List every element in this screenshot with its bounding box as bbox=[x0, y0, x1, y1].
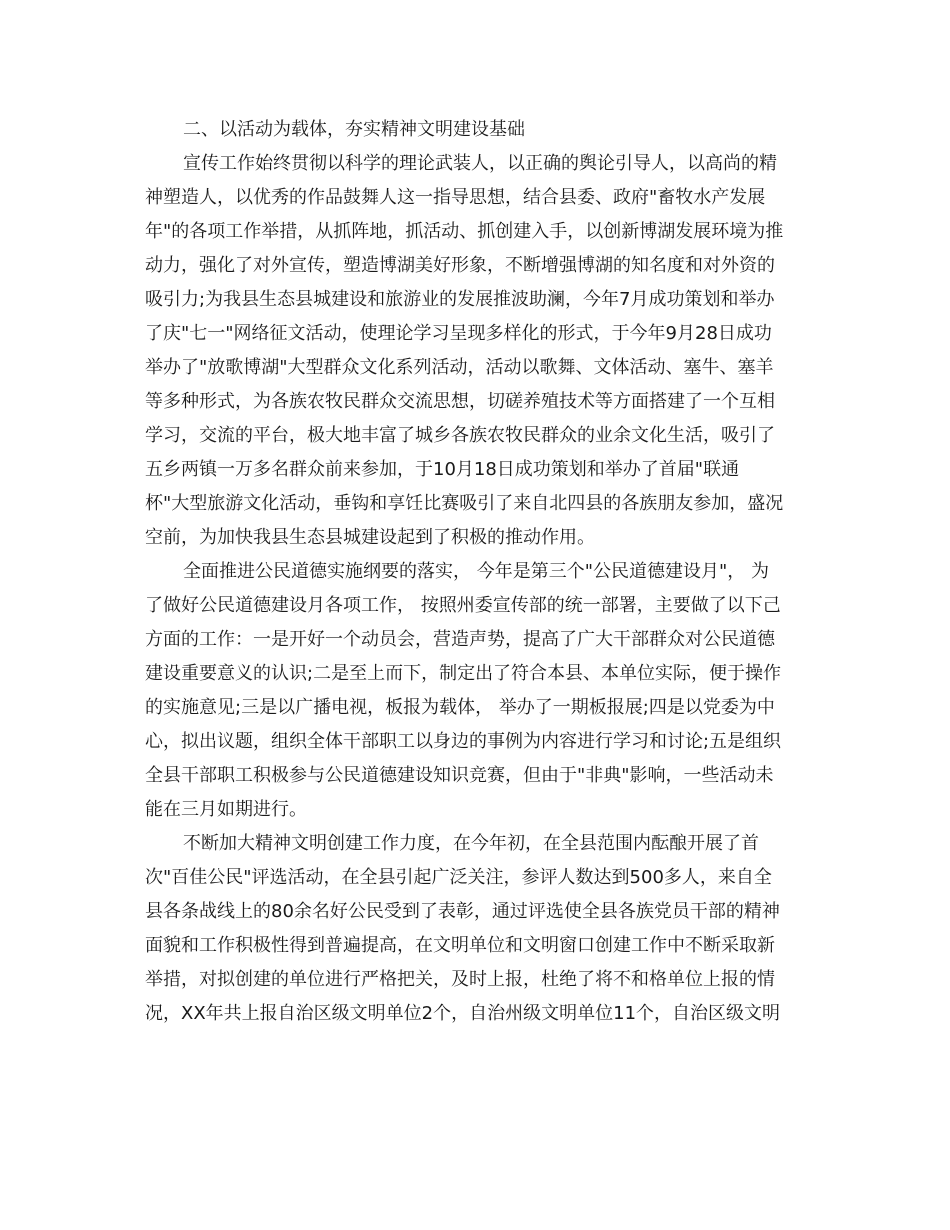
text-line: 心，拟出议题，组织全体干部职工以身边的事例为内容进行学习和讨论;五是组织 bbox=[145, 731, 782, 752]
text-line: 吸引力;为我县生态县城建设和旅游业的发展推波助澜，今年7月成功策划和举办 bbox=[145, 289, 775, 310]
text-line: 况，XX年共上报自治区级文明单位2个，自治州级文明单位11个，自治区级文明 bbox=[145, 1003, 781, 1024]
section-heading: 二、以活动为载体，夯实精神文明建设基础 bbox=[183, 119, 525, 140]
text-line: 全县干部职工积极参与公民道德建设知识竞赛，但由于"非典"影响，一些活动未 bbox=[145, 765, 774, 786]
text-line: 了庆"七一"网络征文活动，使理论学习呈现多样化的形式，于今年9月28日成功 bbox=[145, 323, 772, 344]
text-line: 全面推进公民道德实施纲要的落实， 今年是第三个"公民道德建设月"， 为 bbox=[183, 561, 769, 582]
text-line: 神塑造人，以优秀的作品鼓舞人这一指导思想，结合县委、政府"畜牧水产发展 bbox=[145, 187, 766, 208]
text-line: 五乡两镇一万多名群众前来参加，于10月18日成功策划和举办了首届"联通 bbox=[145, 459, 740, 480]
text-line: 次"百佳公民"评选活动，在全县引起广泛关注，参评人数达到500多人，来自全 bbox=[145, 867, 772, 888]
text-line: 举办了"放歌博湖"大型群众文化系列活动，活动以歌舞、文体活动、塞牛、塞羊 bbox=[145, 357, 774, 378]
text-line: 动力，强化了对外宣传，塑造博湖美好形象，不断增强博湖的知名度和对外资的 bbox=[145, 255, 775, 276]
paragraph-1 bbox=[145, 147, 805, 555]
text-line: 等多种形式，为各族农牧民群众交流思想，切磋养殖技术等方面搭建了一个互相 bbox=[145, 391, 775, 412]
text-line: 的实施意见;三是以广播电视，板报为载体， 举办了一期板报展;四是以党委为中 bbox=[145, 697, 775, 718]
text-line: 杯"大型旅游文化活动，垂钩和享饪比赛吸引了来自北四县的各族朋友参加，盛况 bbox=[145, 493, 784, 514]
text-line: 宣传工作始终贯彻以科学的理论武装人，以正确的舆论引导人，以高尚的精 bbox=[183, 153, 777, 174]
paragraph-2 bbox=[145, 555, 805, 827]
text-line: 了做好公民道德建设月各项工作， 按照州委宣传部的统一部署，主要做了以下己 bbox=[145, 595, 781, 616]
text-line: 不断加大精神文明创建工作力度，在今年初，在全县范围内酝酿开展了首 bbox=[183, 833, 759, 854]
text-line: 方面的工作：一是开好一个动员会，营造声势，提高了广大干部群众对公民道德 bbox=[145, 629, 775, 650]
text-line: 举措，对拟创建的单位进行严格把关，及时上报，杜绝了将不和格单位上报的情 bbox=[145, 969, 775, 990]
text-line: 年"的各项工作举措，从抓阵地，抓活动、抓创建入手，以创新博湖发展环境为推 bbox=[145, 221, 784, 242]
paragraph-3 bbox=[145, 827, 805, 1031]
text-line: 县各条战线上的80余名好公民受到了表彰，通过评选使全县各族党员干部的精神 bbox=[145, 901, 780, 922]
text-line: 学习，交流的平台，极大地丰富了城乡各族农牧民群众的业余文化生活，吸引了 bbox=[145, 425, 775, 446]
text-line: 面貌和工作积极性得到普遍提高，在文明单位和文明窗口创建工作中不断采取新 bbox=[145, 935, 775, 956]
document-body bbox=[145, 113, 805, 1031]
text-line: 能在三月如期进行。 bbox=[145, 799, 307, 820]
text-line: 空前，为加快我县生态县城建设起到了积极的推动作用。 bbox=[145, 527, 595, 548]
text-line: 建设重要意义的认识;二是至上而下，制定出了符合本县、本单位实际，便于操作 bbox=[145, 663, 782, 684]
